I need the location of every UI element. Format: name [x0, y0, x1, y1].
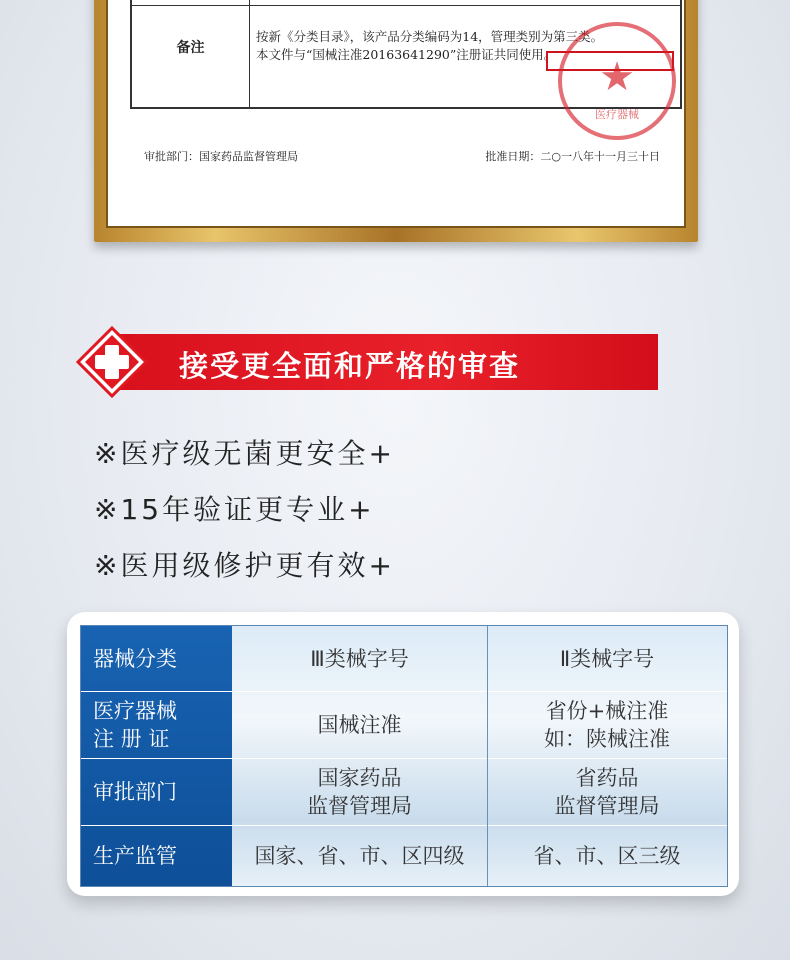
- benefit-item-verified: ※15年验证更专业+: [94, 493, 375, 526]
- certificate-frame: [94, 0, 698, 242]
- class3-registration: 国械注准: [317, 712, 402, 737]
- approval-department: 审批部门：国家药品监督管理局: [144, 150, 298, 163]
- comparison-card: [67, 612, 739, 896]
- class2-authority: 省药品 监督管理局: [554, 765, 660, 818]
- seal-text: 医疗器械: [595, 108, 639, 121]
- comparison-table: [80, 625, 728, 887]
- certificate-table: [130, 0, 682, 121]
- class3-category: Ⅲ类械字号: [310, 646, 409, 671]
- section-banner: [104, 334, 658, 390]
- remark-label: 备注: [176, 40, 205, 56]
- approval-date: 批准日期：二○一八年十一月三十日: [485, 150, 660, 163]
- banner-title: 接受更全面和严格的审查: [179, 349, 521, 383]
- row-label-registration: 医疗器械 注 册 证: [93, 698, 177, 751]
- official-seal: [558, 22, 676, 140]
- class2-supervision: 省、市、区三级: [533, 843, 681, 868]
- class3-supervision: 国家、省、市、区四级: [254, 843, 465, 868]
- row-label-authority: 审批部门: [93, 779, 177, 804]
- row-label-supervision: 生产监管: [93, 843, 177, 868]
- class2-category: Ⅱ类械字号: [559, 646, 655, 671]
- benefit-item-sterile: ※医疗级无菌更安全+: [94, 437, 395, 470]
- certificate-paper: [106, 0, 686, 228]
- seal-star-icon: ★: [599, 54, 635, 100]
- benefit-item-repair: ※医用级修护更有效+: [94, 549, 395, 582]
- class2-registration: 省份+械注准 如：陕械注准: [544, 698, 670, 751]
- row-label-category: 器械分类: [93, 646, 177, 671]
- certificate-top-row: [132, 0, 680, 6]
- remark-line-1: 按新《分类目录》，该产品分类编码为14，管理类别为第三类。: [256, 29, 604, 44]
- class3-authority: 国家药品 监督管理局: [307, 765, 412, 818]
- medical-cross-icon: [76, 326, 148, 398]
- remark-line-2: 本文件与“国械注准20163641290”注册证共同使用。: [256, 47, 557, 62]
